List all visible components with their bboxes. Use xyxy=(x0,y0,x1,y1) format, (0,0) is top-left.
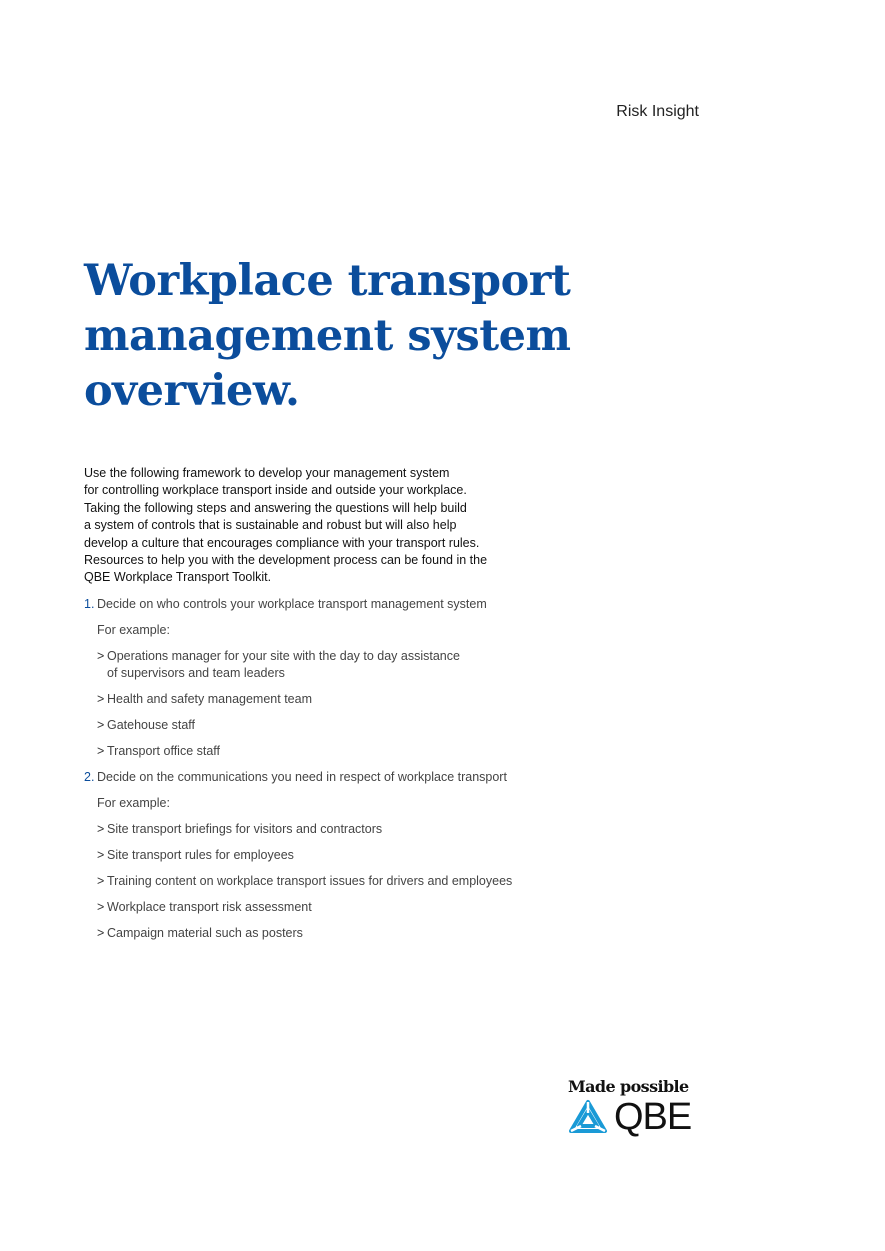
qbe-logo xyxy=(568,1077,700,1136)
list-item-text: Transport office staff xyxy=(107,744,221,758)
chevron-right-icon: > xyxy=(97,744,105,758)
chevron-right-icon: > xyxy=(97,874,105,888)
intro-line: develop a culture that encourages compliance with your transport rules. xyxy=(84,535,480,550)
list-item-text: Gatehouse staff xyxy=(107,718,196,732)
example-label: For example: xyxy=(97,796,170,810)
list-item xyxy=(84,925,512,951)
list-item-text: Workplace transport risk assessment xyxy=(107,900,312,914)
intro-line: QBE Workplace Transport Toolkit. xyxy=(84,570,272,585)
chevron-right-icon: > xyxy=(97,848,105,862)
intro-line: for controlling workplace transport inside and outside your workplace. xyxy=(84,483,467,498)
list-item-text: of supervisors and team leaders xyxy=(107,666,285,680)
step-heading xyxy=(84,596,512,622)
chevron-right-icon: > xyxy=(97,900,105,914)
list-item-text: Operations manager for your site with the day to day assistance xyxy=(107,649,460,663)
step-number: 2. xyxy=(84,770,95,784)
document-category: Risk Insight xyxy=(616,103,699,120)
list-item xyxy=(84,743,512,769)
list-item xyxy=(84,847,512,873)
title-line: overview. xyxy=(84,366,300,416)
list-item-text: Health and safety management team xyxy=(107,692,312,706)
qbe-triangle-icon xyxy=(568,1099,608,1135)
chevron-right-icon: > xyxy=(97,718,105,732)
step-heading xyxy=(84,769,512,795)
chevron-right-icon: > xyxy=(97,822,105,836)
intro-line: a system of controls that is sustainable and robust but will also help xyxy=(84,518,457,533)
chevron-right-icon: > xyxy=(97,692,105,706)
list-item-text: Site transport rules for employees xyxy=(107,848,294,862)
list-item xyxy=(84,717,512,743)
step-text: Decide on who controls your workplace transport management system xyxy=(97,597,487,611)
title-line: management system xyxy=(84,311,571,361)
list-item xyxy=(84,648,512,691)
list-item xyxy=(84,873,512,899)
list-item xyxy=(84,899,512,925)
step-text: Decide on the communications you need in respect of workplace transport xyxy=(97,770,507,784)
list-item-text: Campaign material such as posters xyxy=(107,926,303,940)
intro-line: Use the following framework to develop your management system xyxy=(84,466,450,480)
title-line: Workplace transport xyxy=(84,256,571,306)
intro-paragraph xyxy=(84,465,487,587)
intro-line: Taking the following steps and answering the questions will help build xyxy=(84,500,467,515)
list-item-text: Training content on workplace transport issues for drivers and employees xyxy=(107,874,513,888)
page-title xyxy=(84,254,570,419)
logo-tagline: Made possible xyxy=(568,1077,689,1096)
example-label: For example: xyxy=(97,623,170,637)
steps-list xyxy=(84,596,512,951)
list-item xyxy=(84,821,512,847)
step-number: 1. xyxy=(84,597,95,611)
list-item xyxy=(84,691,512,717)
chevron-right-icon: > xyxy=(97,926,105,940)
chevron-right-icon: > xyxy=(97,649,105,663)
intro-line: Resources to help you with the development process can be found in the xyxy=(84,553,488,568)
logo-brand: QBE xyxy=(614,1096,692,1138)
list-item-text: Site transport briefings for visitors and contractors xyxy=(107,822,383,836)
